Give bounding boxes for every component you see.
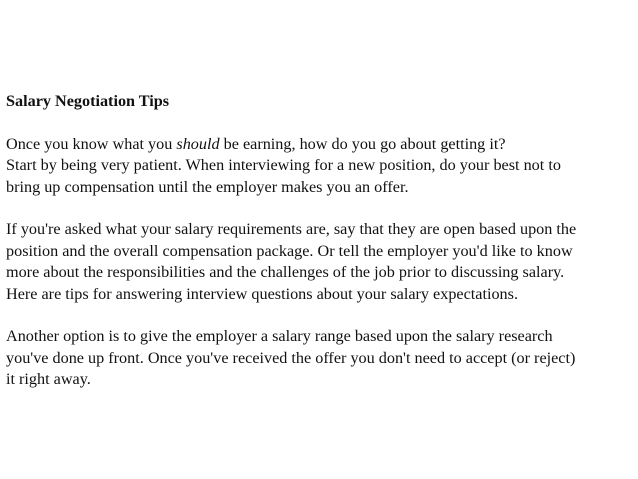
paragraph-line: more about the responsibilities and the challenges of the job prior to discussing salary. (6, 263, 565, 282)
paragraph-line: Start by being very patient. When interviewing for a new position, do your best not to (6, 156, 561, 175)
paragraph-line: it right away. (6, 370, 91, 389)
paragraph-line: position and the overall compensation package. Or tell the employer you'd like to know (6, 241, 573, 260)
document-title: Salary Negotiation Tips (6, 92, 170, 110)
emphasis-text: should (176, 134, 220, 153)
paragraph-line: Another option is to give the employer a salary range based upon the salary research (6, 327, 553, 346)
paragraph-3 (6, 326, 634, 390)
text-run: Once you know what you (6, 134, 177, 153)
paragraph-2 (6, 219, 634, 305)
paragraph-1 (6, 134, 634, 198)
paragraph-line: Here are tips for answering interview questions about your salary expectations. (6, 284, 518, 303)
paragraph-line (6, 134, 634, 155)
text-run: be earning, how do you go about getting it? (219, 134, 506, 153)
paragraph-line: you've done up front. Once you've received the offer you don't need to accept (or reject) (6, 348, 576, 367)
document-body (6, 91, 634, 391)
paragraph-line: bring up compensation until the employer makes you an offer. (6, 177, 409, 196)
paragraph-line: If you're asked what your salary requirements are, say that they are open based upon the (6, 220, 577, 239)
